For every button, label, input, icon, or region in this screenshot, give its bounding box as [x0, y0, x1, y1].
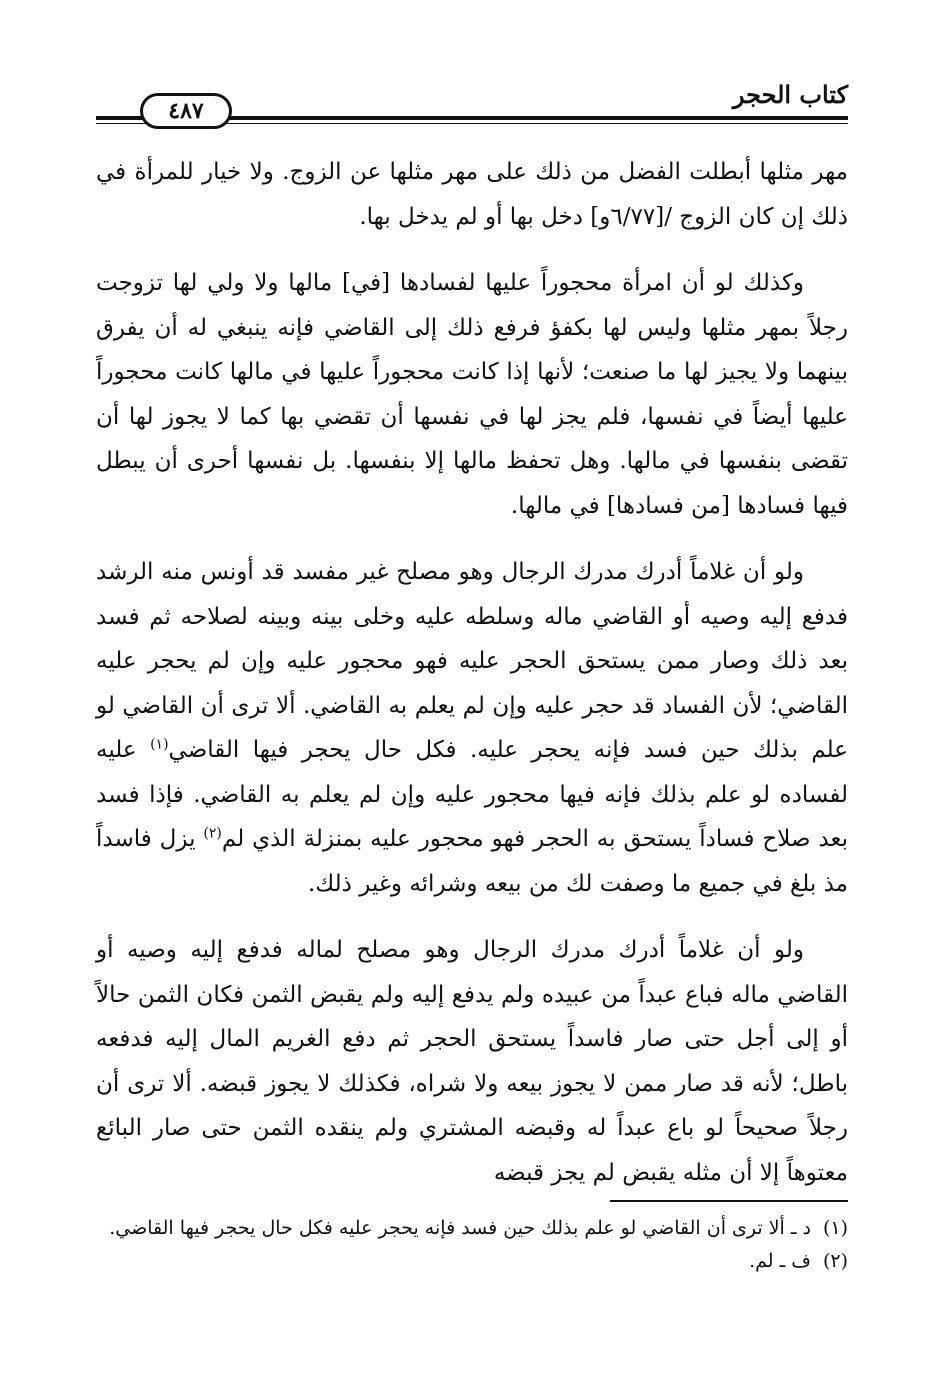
footnotes	[96, 1212, 848, 1278]
paragraph-2: وكذلك لو أن امرأة محجوراً عليها لفسادها [في] مالها ولا ولي لها تزوجت رجلاً بمهر مثلها وليس لها بكفؤ فرفع ذلك إلى القاضي فإنه ينبغي له أن يفرق بينهما ولا يجيز لها ما صنعت؛ لأنها إذا كانت محجوراً عليها في مالها كانت محجوراً عليها أيضاً في نفسها، فلم يجز لها في نفسها أن تقضي بها كما لا يجوز لها أن تقضى بنفسها في مالها. وهل تحفظ مالها إلا بنفسها. بل نفسها أحرى أن يبطل فيها فسادها [من فسادها] في مالها.	[96, 270, 848, 519]
paragraph-4: ولو أن غلاماً أدرك مدرك الرجال وهو مصلح لماله فدفع إليه وصيه أو القاضي ماله فباع عبداً من عبيده ولم يدفع إليه ولم يقبض الثمن فكان الثمن حالاً أو إلى أجل حتى صار فاسداً يستحق الحجر ثم دفع الغريم المال إليه فدفعه باطل؛ لأنه قد صار ممن لا يجوز بيعه ولا شراه، فكذلك لا يجوز قبضه. ألا ترى أن رجلاً صحيحاً لو باع عبداً له وقبضه المشتري ولم ينقده الثمن حتى صار البائع معتوهاً إلا أن مثله يقبض لم يجز قبضه	[96, 937, 848, 1186]
paragraph-3-part-b: عليه لفساده لو علم بذلك فإنه فيها محجور عليه وإن لم يعلم به القاضي. فإذا فسد بعد صلاح فساداً يستحق به الحجر فهو محجور عليه بمنزلة الذي لم	[96, 737, 848, 852]
footnote-separator	[610, 1200, 848, 1202]
footnote-2-text: ف ـ لم.	[749, 1250, 811, 1272]
footnote-2	[96, 1245, 848, 1278]
running-title: كتاب الحجر	[732, 80, 848, 109]
paragraph-3	[96, 550, 848, 906]
footnote-ref-2: (٢)	[203, 825, 222, 842]
paragraph-3-part-c: يزل فاسداً مذ بلغ في جميع ما وصفت لك من بيعه وشرائه وغير ذلك.	[96, 826, 848, 897]
footnote-1-mark: (١)	[822, 1217, 848, 1239]
page-number: ٤٨٧	[140, 93, 232, 129]
footnote-2-mark: (٢)	[822, 1250, 848, 1272]
footnote-1-text: د ـ ألا ترى أن القاضي لو علم بذلك حين فسد فإنه يحجر عليه فكل حال يحجر فيها القاضي.	[109, 1217, 811, 1239]
paragraph-1: مهر مثلها أبطلت الفضل من ذلك على مهر مثلها عن الزوج. ولا خيار للمرأة في ذلك إن كان الزوج /[٦/٧٧و] دخل بها أو لم يدخل بها.	[96, 159, 848, 230]
paragraph-3-part-a: ولو أن غلاماً أدرك مدرك الرجال وهو مصلح غير مفسد قد أونس منه الرشد فدفع إليه وصيه أو القاضي ماله وسلطه عليه وخلى بينه وبينه لصلاحه ثم فسد بعد ذلك وصار ممن يستحق الحجر عليه فهو محجور عليه وإن لم يحجر عليه القاضي؛ لأن الفساد قد حجر عليه وإن لم يعلم به القاضي. ألا ترى أن القاضي لو علم بذلك حين فسد فإنه يحجر عليه. فكل حال يحجر فيها القاضي	[96, 559, 848, 763]
footnote-1	[96, 1212, 848, 1245]
main-text	[96, 150, 848, 1195]
footnote-ref-1: (١)	[150, 736, 169, 753]
